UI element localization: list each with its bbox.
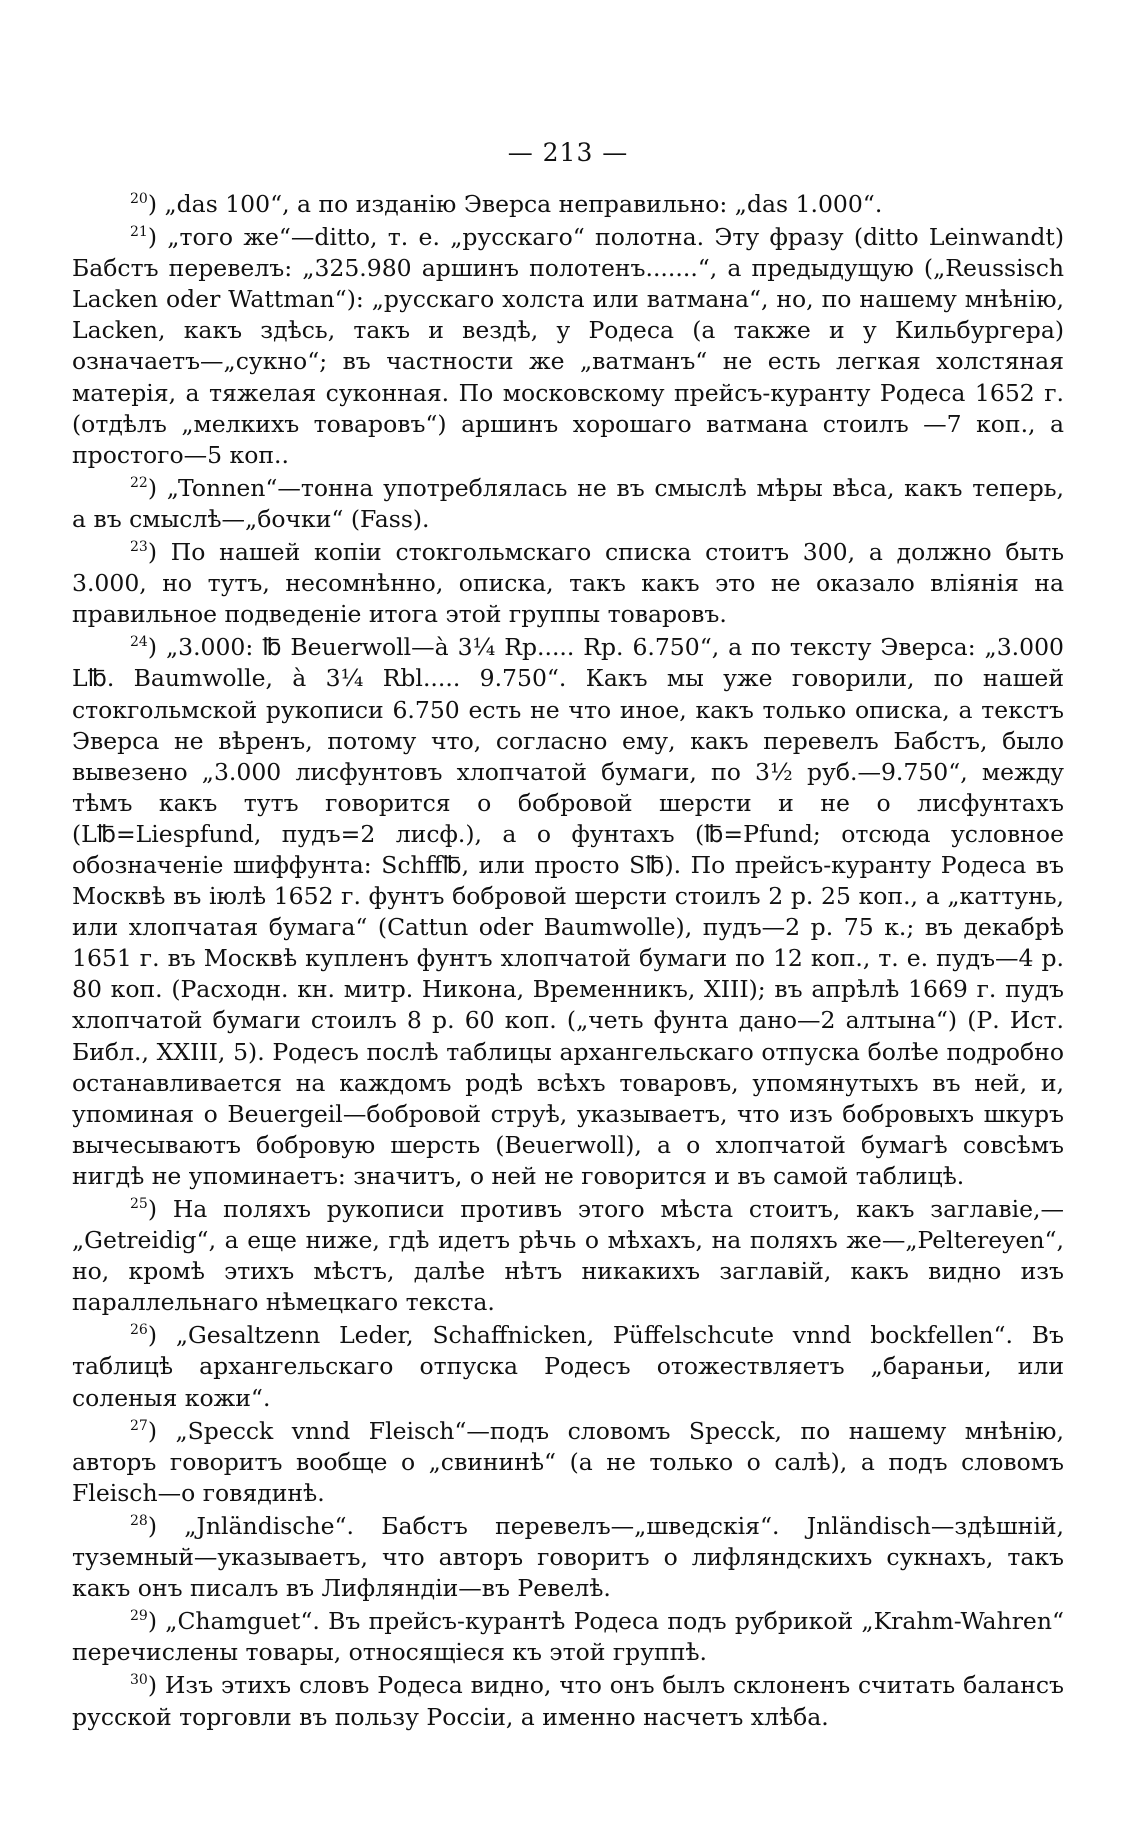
footnote-text: „Tonnen“—тонна употреблялась не въ смыслѣ мѣры вѣса, какъ теперь, а въ смыслѣ—„бочки“ (Fass). bbox=[72, 473, 1065, 533]
footnote-text: „Jnländische“. Бабстъ перевелъ—„шведскія“. Jnländisch—здѣшній, туземный—указываетъ, что авторъ говоритъ о лифляндскихъ сукнахъ, такъ какъ онъ писалъ въ Лифляндіи—въ Ревелѣ. bbox=[72, 1511, 1064, 1603]
footnote-number: 29 bbox=[130, 1608, 148, 1625]
footnote-text: „того же“—ditto, т. е. „русскаго“ полотна. Эту фразу (ditto Leinwandt) Бабстъ перевелъ: „325.980 аршинъ полотенъ.......“, а предыдущую („Reussisch Lacken oder Wattman“): „русскаго холста или ватмана“, но, по нашему мнѣнію, Lacken, какъ здѣсь, такъ и вездѣ, у Родеса (а также и у Кильбургера) означаетъ—„сукно“; въ частности же „ватманъ“ не есть легкая холстяная матерія, а тяжелая суконная. По московскому прейсъ-куранту Родеса 1652 г. (отдѣлъ „мелкихъ товаровъ“) аршинъ хорошаго ватмана стоилъ —7 коп., а простого—5 коп.. bbox=[72, 223, 1065, 469]
footnote-22: $^{22}$) „Tonnen“—тонна употреблялась не въ смыслѣ мѣры вѣса, какъ теперь, а въ смыслѣ—„бочки“ (Fass). bbox=[72, 473, 1065, 533]
footnote-26: $^{26}$) „Gesaltzenn Leder, Schaffnicken, Püffelschcute vnnd bockfellen“. Въ таблицѣ архангельскаго отпуска Родесъ отожествляетъ „бараньи, или соленыя кожи“. bbox=[72, 1321, 1064, 1412]
footnote-29: $^{29}$) „Chamguet“. Въ прейсъ-курантѣ Родеса подъ рубрикой „Krahm-Wahren“ перечислены товары, относящіеся къ этой группѣ. bbox=[72, 1607, 1064, 1667]
footnote-text: „das 100“, а по изданію Эверса неправильно: „das 1.000“. bbox=[164, 190, 883, 218]
footnote-25: $^{25}$) На поляхъ рукописи противъ этого мѣста стоитъ, какъ заглавіе,—„Getreidig“, а еще ниже, гдѣ идетъ рѣчь о мѣхахъ, на поляхъ же—„Peltereyen“, но, кромѣ этихъ мѣстъ, далѣе нѣтъ никакихъ заглавій, какъ видно изъ параллельнаго нѣмецкаго текста. bbox=[72, 1195, 1064, 1317]
footnote-27: $^{27}$) „Specck vnnd Fleisch“—подъ словомъ Specck, по нашему мнѣнію, авторъ говоритъ вообще о „свининѣ“ (а не только о салѣ), а подъ словомъ Fleisch—о говядинѣ. bbox=[72, 1416, 1064, 1507]
footnote-text: „Gesaltzenn Leder, Schaffnicken, Püffelschcute vnnd bockfellen“. Въ таблицѣ архангельскаго отпуска Родесъ отожествляетъ „бараньи, или соленыя кожи“. bbox=[72, 1321, 1064, 1412]
footnote-number: 24 bbox=[130, 634, 148, 651]
footnote-text: На поляхъ рукописи противъ этого мѣста стоитъ, какъ заглавіе,—„Getreidig“, а еще ниже, гдѣ идетъ рѣчь о мѣхахъ, на поляхъ же—„Peltereyen“, но, кромѣ этихъ мѣстъ, далѣе нѣтъ никакихъ заглавій, какъ видно изъ параллельнаго нѣмецкаго текста. bbox=[72, 1195, 1064, 1317]
footnote-number: 28 bbox=[130, 1512, 148, 1529]
footnote-number: 25 bbox=[130, 1196, 148, 1212]
footnotes bbox=[72, 189, 1064, 1733]
footnote-number: 22 bbox=[130, 474, 148, 491]
footnote-30: $^{30}$) Изъ этихъ словъ Родеса видно, что онъ былъ склоненъ считать балансъ русской торговли въ пользу Россіи, а именно насчетъ хлѣба. bbox=[72, 1671, 1064, 1731]
footnote-number: 21 bbox=[130, 224, 148, 241]
footnote-21: $^{21}$) „того же“—ditto, т. е. „русскаго“ полотна. Эту фразу (ditto Leinwandt) Бабстъ перевелъ: „325.980 аршинъ полотенъ.......“, а предыдущую („Reussisch Lacken oder Wattman“): „русскаго холста или ватмана“, но, по нашему мнѣнію, Lacken, какъ здѣсь, такъ и вездѣ, у Родеса (а также и у Кильбургера) означаетъ—„сукно“; въ частности же „ватманъ“ не есть легкая холстяная матерія, а тяжелая суконная. По московскому прейсъ-куранту Родеса 1652 г. (отдѣлъ „мелкихъ товаровъ“) аршинъ хорошаго ватмана стоилъ —7 коп., а простого—5 коп.. bbox=[72, 223, 1065, 469]
footnote-text: „Chamguet“. Въ прейсъ-курантѣ Родеса подъ рубрикой „Krahm-Wahren“ перечислены товары, относящіеся къ этой группѣ. bbox=[72, 1607, 1064, 1667]
page-number: — 213 — bbox=[507, 138, 629, 167]
footnote-23: $^{23}$) По нашей копіи стокгольмскаго списка стоитъ 300, а должно быть 3.000, но тутъ, несомнѣнно, описка, такъ какъ это не оказало вліянія на правильное подведеніе итога этой группы товаровъ. bbox=[72, 538, 1065, 629]
footnote-text: „3.000: ℔ Beuerwoll—à 3¼ Rp..... Rp. 6.750“, а по тексту Эверса: „3.000 L℔. Baumwolle, à 3¼ Rbl..... 9.750“. Какъ мы уже говорили, по нашей стокгольмской рукописи 6.750 есть не что иное, какъ только описка, а текстъ Эверса не вѣренъ, потому что, согласно ему, какъ перевелъ Бабстъ, было вывезено „3.000 лисфунтовъ хлопчатой бумаги, по 3½ руб.—9.750“, между тѣмъ какъ тутъ говорится о бобровой шерсти и не о лисфунтахъ (L℔=Liespfund, пудъ=2 лисф.), а о фунтахъ (℔=Pfund; отсюда условное обозначеніе шиффунта: Schff℔, или просто S℔). По прейсъ-куранту Родеса въ Москвѣ въ іюлѣ 1652 г. фунтъ бобровой шерсти стоилъ 2 р. 25 коп., а „каттунь, или хлопчатая бумага“ (Cattun oder Baumwolle), пудъ—2 р. 75 к.; въ декабрѣ 1651 г. въ Москвѣ купленъ фунтъ хлопчатой бумаги по 12 коп., т. е. пудъ—4 р. 80 коп. (Расходн. кн. митр. Никона, Временникъ, XIII); въ апрѣлѣ 1669 г. пудъ хлопчатой бумаги стоилъ 8 р. 60 коп. („четь фунта дано—2 алтына“) (Р. Ист. Библ., XXIII, 5). Родесъ послѣ таблицы архангельскаго отпуска болѣе подробно останавливается на каждомъ родѣ всѣхъ товаровъ, упомянутыхъ въ ней, и, упоминая о Beuergeil—бобровой струѣ, указываетъ, что изъ бобровыхъ шкуръ вычесываютъ бобровую шерсть (Beuerwoll), а о хлопчатой бумагѣ совсѣмъ нигдѣ не упоминаетъ: значитъ, о ней не говорится и въ самой таблицѣ. bbox=[72, 633, 1064, 1190]
footnote-number: 23 bbox=[130, 539, 148, 556]
footnote-20: $^{20}$) „das 100“, а по изданію Эверса неправильно: „das 1.000“. bbox=[130, 190, 883, 218]
footnote-24: $^{24}$) „3.000: ℔ Beuerwoll—à 3¼ Rp..... Rp. 6.750“, а по тексту Эверса: „3.000 L℔. Baumwolle, à 3¼ Rbl..... 9.750“. Какъ мы уже говорили, по нашей стокгольмской рукописи 6.750 есть не что иное, какъ только описка, а текстъ Эверса не вѣренъ, потому что, согласно ему, какъ перевелъ Бабстъ, было вывезено „3.000 лисфунтовъ хлопчатой бумаги, по 3½ руб.—9.750“, между тѣмъ какъ тутъ говорится о бобровой шерсти и не о лисфунтахъ (L℔=Liespfund, пудъ=2 лисф.), а о фунтахъ (℔=Pfund; отсюда условное обозначеніе шиффунта: Schff℔, или просто S℔). По прейсъ-куранту Родеса въ Москвѣ въ іюлѣ 1652 г. фунтъ бобровой шерсти стоилъ 2 р. 25 коп., а „каттунь, или хлопчатая бумага“ (Cattun oder Baumwolle), пудъ—2 р. 75 к.; въ декабрѣ 1651 г. въ Москвѣ купленъ фунтъ хлопчатой бумаги по 12 коп., т. е. пудъ—4 р. 80 коп. (Расходн. кн. митр. Никона, Временникъ, XIII); въ апрѣлѣ 1669 г. пудъ хлопчатой бумаги стоилъ 8 р. 60 коп. („четь фунта дано—2 алтына“) (Р. Ист. Библ., XXIII, 5). Родесъ послѣ таблицы архангельскаго отпуска болѣе подробно останавливается на каждомъ родѣ всѣхъ товаровъ, упомянутыхъ въ ней, и, упоминая о Beuergeil—бобровой струѣ, указываетъ, что изъ бобровыхъ шкуръ вычесываютъ бобровую шерсть (Beuerwoll), а о хлопчатой бумагѣ совсѣмъ нигдѣ не упоминаетъ: значитъ, о ней не говорится и въ самой таблицѣ. bbox=[72, 633, 1064, 1190]
footnote-number: 26 bbox=[130, 1322, 148, 1339]
footnote-text: По нашей копіи стокгольмскаго списка стоитъ 300, а должно быть 3.000, но тутъ, несомнѣнно, описка, такъ какъ это не оказало вліянія на правильное подведеніе итога этой группы товаровъ. bbox=[72, 538, 1065, 629]
footnote-number: 20 bbox=[130, 191, 148, 207]
footnote-28: $^{28}$) „Jnländische“. Бабстъ перевелъ—„шведскія“. Jnländisch—здѣшній, туземный—указываетъ, что авторъ говоритъ о лифляндскихъ сукнахъ, такъ какъ онъ писалъ въ Лифляндіи—въ Ревелѣ. bbox=[72, 1511, 1064, 1603]
footnote-number: 27 bbox=[130, 1417, 148, 1434]
footnote-text: „Specck vnnd Fleisch“—подъ словомъ Specck, по нашему мнѣнію, авторъ говоритъ вообще о „свининѣ“ (а не только о салѣ), а подъ словомъ Fleisch—о говядинѣ. bbox=[72, 1416, 1064, 1507]
footnote-number: 30 bbox=[130, 1672, 148, 1689]
footnote-text: Изъ этихъ словъ Родеса видно, что онъ былъ склоненъ считать балансъ русской торговли въ пользу Россіи, а именно насчетъ хлѣба. bbox=[72, 1671, 1064, 1731]
